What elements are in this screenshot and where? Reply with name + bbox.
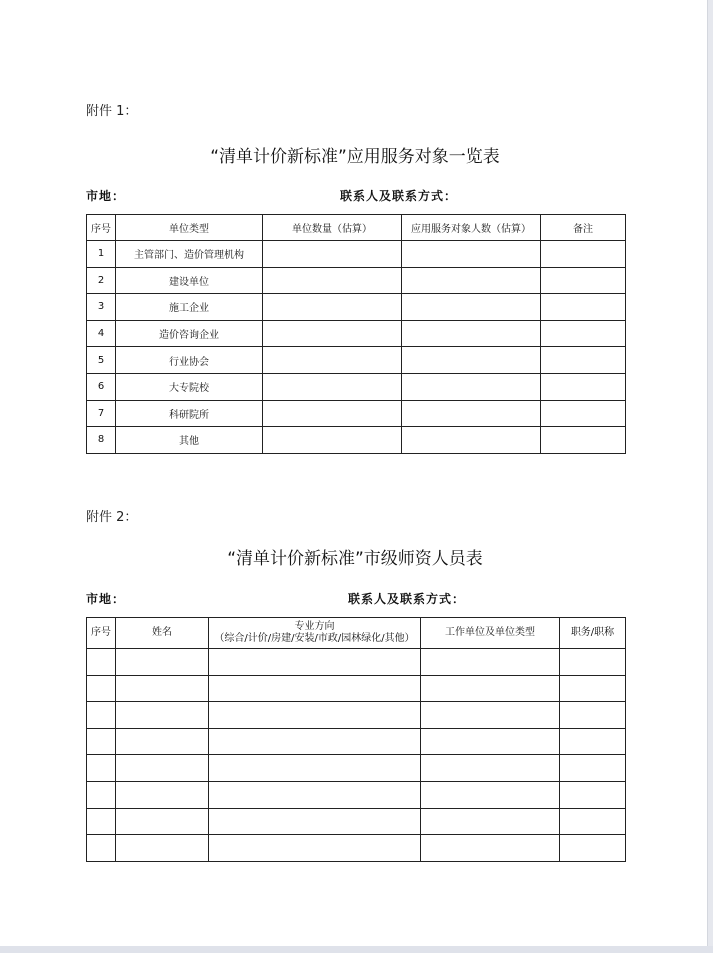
- specialty-header-line2: （综合/计价/房建/安装/市政/园林绿化/其他）: [214, 633, 415, 644]
- column-header: 姓名: [116, 618, 209, 649]
- table-row: [87, 675, 626, 702]
- remark-cell: [541, 427, 626, 454]
- remark-cell: [541, 320, 626, 347]
- row-number: 6: [87, 373, 116, 400]
- work-unit-cell: [421, 808, 560, 835]
- column-header: 单位类型: [116, 215, 263, 241]
- table-1-city-label: 市地：: [86, 189, 126, 203]
- position-cell: [560, 808, 626, 835]
- work-unit-cell: [421, 728, 560, 755]
- table-row: [87, 373, 626, 400]
- unit-count-cell: [263, 267, 402, 294]
- table-row: [87, 427, 626, 454]
- service-people-cell: [402, 241, 541, 268]
- service-people-cell: [402, 294, 541, 321]
- remark-cell: [541, 400, 626, 427]
- unit-type-cell: 建设单位: [116, 267, 263, 294]
- position-cell: [560, 702, 626, 729]
- unit-type-cell: 科研院所: [116, 400, 263, 427]
- unit-count-cell: [263, 294, 402, 321]
- service-people-cell: [402, 347, 541, 374]
- row-number: [87, 781, 116, 808]
- unit-type-cell: 大专院校: [116, 373, 263, 400]
- table-2-title: “清单计价新标准”市级师资人员表: [227, 549, 483, 569]
- teaching-staff-table: [86, 617, 626, 862]
- row-number: [87, 835, 116, 862]
- table-row: [87, 781, 626, 808]
- specialty-cell: [209, 702, 421, 729]
- work-unit-cell: [421, 675, 560, 702]
- unit-type-cell: 行业协会: [116, 347, 263, 374]
- column-header: 单位数量（估算）: [263, 215, 402, 241]
- viewer-bottom-edge: [0, 946, 713, 953]
- staff-table-body: [87, 649, 626, 862]
- column-header: 应用服务对象人数（估算）: [402, 215, 541, 241]
- unit-count-cell: [263, 241, 402, 268]
- unit-count-cell: [263, 373, 402, 400]
- table-row: [87, 347, 626, 374]
- annex-2-label: 附件 2：: [86, 510, 138, 525]
- unit-count-cell: [263, 400, 402, 427]
- table-1-title: “清单计价新标准”应用服务对象一览表: [210, 147, 500, 167]
- name-cell: [116, 649, 209, 676]
- table-row: [87, 320, 626, 347]
- position-cell: [560, 755, 626, 782]
- column-header: 职务/职称: [560, 618, 626, 649]
- specialty-header-line1: 专业方向: [294, 621, 335, 632]
- row-number: [87, 808, 116, 835]
- name-cell: [116, 808, 209, 835]
- row-number: [87, 649, 116, 676]
- row-number: [87, 728, 116, 755]
- name-cell: [116, 835, 209, 862]
- position-cell: [560, 835, 626, 862]
- table-1-contact-label: 联系人及联系方式：: [340, 189, 458, 203]
- position-cell: [560, 649, 626, 676]
- column-header: 序号: [87, 215, 116, 241]
- table-row: [87, 649, 626, 676]
- remark-cell: [541, 347, 626, 374]
- column-header: 工作单位及单位类型: [421, 618, 560, 649]
- unit-count-cell: [263, 347, 402, 374]
- work-unit-cell: [421, 702, 560, 729]
- work-unit-cell: [421, 649, 560, 676]
- name-cell: [116, 755, 209, 782]
- unit-type-cell: 其他: [116, 427, 263, 454]
- table-row: [87, 702, 626, 729]
- specialty-cell: [209, 675, 421, 702]
- position-cell: [560, 675, 626, 702]
- row-number: 3: [87, 294, 116, 321]
- specialty-cell: [209, 649, 421, 676]
- unit-count-cell: [263, 427, 402, 454]
- service-objects-table: [86, 214, 626, 454]
- name-cell: [116, 781, 209, 808]
- remark-cell: [541, 373, 626, 400]
- specialty-cell: [209, 781, 421, 808]
- annex-1-label: 附件 1：: [86, 104, 138, 119]
- remark-cell: [541, 241, 626, 268]
- table-row: [87, 241, 626, 268]
- row-number: 2: [87, 267, 116, 294]
- remark-cell: [541, 294, 626, 321]
- table-row: [87, 835, 626, 862]
- column-header: [209, 618, 421, 649]
- specialty-cell: [209, 808, 421, 835]
- table-row: [87, 728, 626, 755]
- row-number: 5: [87, 347, 116, 374]
- service-people-cell: [402, 400, 541, 427]
- table-row: [87, 808, 626, 835]
- remark-cell: [541, 267, 626, 294]
- unit-type-cell: 施工企业: [116, 294, 263, 321]
- row-number: [87, 675, 116, 702]
- table-header-row: [87, 618, 626, 649]
- row-number: [87, 755, 116, 782]
- row-number: [87, 702, 116, 729]
- work-unit-cell: [421, 835, 560, 862]
- unit-count-cell: [263, 320, 402, 347]
- specialty-cell: [209, 728, 421, 755]
- row-number: 8: [87, 427, 116, 454]
- name-cell: [116, 702, 209, 729]
- column-header: 序号: [87, 618, 116, 649]
- position-cell: [560, 728, 626, 755]
- service-people-cell: [402, 427, 541, 454]
- row-number: 7: [87, 400, 116, 427]
- table-row: [87, 267, 626, 294]
- table-row: [87, 755, 626, 782]
- specialty-cell: [209, 755, 421, 782]
- row-number: 1: [87, 241, 116, 268]
- work-unit-cell: [421, 755, 560, 782]
- service-people-cell: [402, 267, 541, 294]
- unit-type-cell: 造价咨询企业: [116, 320, 263, 347]
- table-row: [87, 400, 626, 427]
- name-cell: [116, 675, 209, 702]
- table-row: [87, 294, 626, 321]
- row-number: 4: [87, 320, 116, 347]
- table-2-city-label: 市地：: [86, 592, 126, 606]
- table-header-row: [87, 215, 626, 241]
- work-unit-cell: [421, 781, 560, 808]
- table-2-contact-label: 联系人及联系方式：: [348, 592, 466, 606]
- service-people-cell: [402, 373, 541, 400]
- specialty-cell: [209, 835, 421, 862]
- service-people-cell: [402, 320, 541, 347]
- column-header: 备注: [541, 215, 626, 241]
- name-cell: [116, 728, 209, 755]
- unit-type-cell: 主管部门、造价管理机构: [116, 241, 263, 268]
- position-cell: [560, 781, 626, 808]
